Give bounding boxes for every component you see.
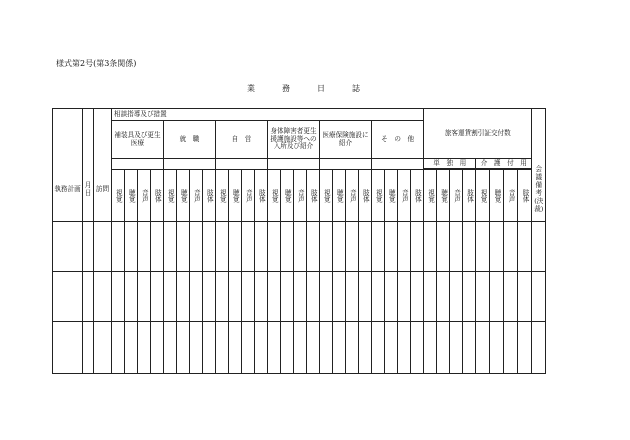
table-cell[interactable] <box>450 222 463 272</box>
table-cell[interactable] <box>424 272 437 322</box>
disability-type-label: 視覚 <box>270 188 279 203</box>
table-cell[interactable] <box>164 272 177 322</box>
table-cell[interactable] <box>359 272 372 322</box>
table-cell[interactable] <box>53 272 83 322</box>
disability-type-header <box>504 170 518 222</box>
table-cell[interactable] <box>164 222 177 272</box>
table-cell[interactable] <box>242 222 255 272</box>
execution-plan-header: 執務計画 <box>53 159 83 222</box>
table-cell[interactable] <box>504 322 518 374</box>
disability-type-label: 聴覚 <box>179 188 188 203</box>
disability-type-header <box>359 170 372 222</box>
table-cell[interactable] <box>203 272 216 322</box>
disability-type-label: 視覚 <box>218 188 227 203</box>
table-cell[interactable] <box>151 272 164 322</box>
disability-type-header <box>203 170 216 222</box>
table-cell[interactable] <box>281 272 294 322</box>
table-cell[interactable] <box>437 272 450 322</box>
with-caregiver-header: 介 護 付 用 <box>476 159 532 169</box>
month-day-header-top <box>83 109 94 159</box>
page-title <box>247 83 360 94</box>
table-cell[interactable] <box>398 272 411 322</box>
disability-type-label: 音声 <box>140 188 149 203</box>
table-cell[interactable] <box>190 222 203 272</box>
disability-type-label: 視覚 <box>166 188 175 203</box>
disability-type-label: 音声 <box>244 188 253 203</box>
table-cell[interactable] <box>203 322 216 374</box>
table-cell[interactable] <box>138 272 151 322</box>
table-cell[interactable] <box>125 222 138 272</box>
group-medical-insurance: 医療保険施設に紹介 <box>320 121 372 159</box>
disability-type-header <box>138 170 151 222</box>
table-cell[interactable] <box>112 222 125 272</box>
disability-type-header <box>411 170 424 222</box>
disability-type-header <box>424 170 437 222</box>
table-cell[interactable] <box>177 322 190 374</box>
table-cell[interactable] <box>94 272 112 322</box>
table-cell[interactable] <box>372 272 385 322</box>
table-cell[interactable] <box>359 222 372 272</box>
table-cell[interactable] <box>94 222 112 272</box>
business-log-table <box>52 108 618 374</box>
table-cell[interactable] <box>333 272 346 322</box>
disability-type-label: 聴覚 <box>493 188 502 203</box>
disability-type-header <box>294 170 307 222</box>
visit-header-top <box>94 109 112 159</box>
disability-type-header <box>346 170 359 222</box>
remarks-header-top <box>532 109 546 159</box>
table-cell[interactable] <box>268 322 281 374</box>
table-cell[interactable] <box>53 322 83 374</box>
disability-type-label: 音声 <box>192 188 201 203</box>
table-cell[interactable] <box>268 222 281 272</box>
table-cell[interactable] <box>346 222 359 272</box>
disability-type-header <box>320 170 333 222</box>
disability-type-label: 視覚 <box>114 188 123 203</box>
table-cell[interactable] <box>112 322 125 374</box>
disability-type-header <box>385 170 398 222</box>
disability-type-header <box>112 170 125 222</box>
table-cell[interactable] <box>190 272 203 322</box>
disability-type-label: 聴覚 <box>335 188 344 203</box>
table-cell[interactable] <box>125 322 138 374</box>
table-cell[interactable] <box>94 322 112 374</box>
table-cell[interactable] <box>333 322 346 374</box>
table-cell[interactable] <box>112 272 125 322</box>
execution-plan-header-top <box>53 109 83 159</box>
blank-subheader <box>320 159 372 170</box>
disability-type-label: 視覚 <box>479 188 488 203</box>
table-cell[interactable] <box>229 272 242 322</box>
table-cell[interactable] <box>490 272 504 322</box>
table-cell[interactable] <box>242 322 255 374</box>
table-cell[interactable] <box>424 222 437 272</box>
disability-type-label: 聴覚 <box>439 188 448 203</box>
blank-subheader <box>164 159 216 170</box>
blank-subheader <box>372 159 424 170</box>
disability-type-label: 音声 <box>507 188 516 203</box>
disability-type-label: 音声 <box>400 188 409 203</box>
table-cell[interactable] <box>294 272 307 322</box>
disability-type-label: 聴覚 <box>283 188 292 203</box>
disability-type-header <box>518 170 532 222</box>
month-day-header: 月日 <box>83 159 94 222</box>
table-cell[interactable] <box>346 322 359 374</box>
disability-type-label: 視覚 <box>426 188 435 203</box>
table-cell[interactable] <box>320 322 333 374</box>
disability-type-header <box>151 170 164 222</box>
table-cell[interactable] <box>216 322 229 374</box>
group-self-employment: 自 営 <box>216 121 268 159</box>
table-cell[interactable] <box>83 272 94 322</box>
table-cell[interactable] <box>229 222 242 272</box>
table-cell[interactable] <box>177 272 190 322</box>
table-cell[interactable] <box>385 272 398 322</box>
disability-type-header <box>125 170 138 222</box>
form-number: 様式第2号(第3条関係) <box>56 59 137 68</box>
disability-type-header <box>229 170 242 222</box>
table-cell[interactable] <box>138 222 151 272</box>
disability-type-header <box>164 170 177 222</box>
group-employment: 就 職 <box>164 121 216 159</box>
disability-type-label: 肢体 <box>361 188 370 203</box>
disability-type-label: 肢体 <box>465 188 474 203</box>
table-cell[interactable] <box>518 272 532 322</box>
table-cell[interactable] <box>255 272 268 322</box>
table-cell[interactable] <box>83 222 94 272</box>
disability-type-label: 肢体 <box>521 188 530 203</box>
table-cell[interactable] <box>490 322 504 374</box>
table-cell[interactable] <box>476 272 490 322</box>
table-cell[interactable] <box>411 322 424 374</box>
disability-type-header <box>450 170 463 222</box>
disability-type-label: 肢体 <box>309 188 318 203</box>
disability-type-header <box>463 170 476 222</box>
page-title-char: 務 <box>282 84 290 93</box>
table-cell[interactable] <box>476 222 490 272</box>
table-cell[interactable] <box>450 322 463 374</box>
table-cell[interactable] <box>437 322 450 374</box>
fare-discount-label: 旅客運賃割引証交付数 <box>444 128 511 137</box>
disability-type-header <box>242 170 255 222</box>
disability-type-header <box>255 170 268 222</box>
table-cell[interactable] <box>333 222 346 272</box>
disability-type-label: 視覚 <box>322 188 331 203</box>
table-cell[interactable] <box>437 222 450 272</box>
table-cell[interactable] <box>518 222 532 272</box>
table-cell[interactable] <box>307 322 320 374</box>
blank-subheader <box>268 159 320 170</box>
disability-type-header <box>190 170 203 222</box>
table-cell[interactable] <box>504 272 518 322</box>
page-title-char: 誌 <box>352 84 360 93</box>
disability-type-label: 音声 <box>296 188 305 203</box>
disability-type-header <box>307 170 320 222</box>
page-title-char: 業 <box>247 84 255 93</box>
table-row <box>53 322 618 374</box>
header-row-3 <box>53 159 618 169</box>
table-cell[interactable] <box>463 222 476 272</box>
table-row <box>53 272 618 322</box>
consultation-group-header: 相談指導及び措置 <box>112 109 424 121</box>
table-cell[interactable] <box>320 272 333 322</box>
disability-type-header <box>490 170 504 222</box>
blank-subheader <box>216 159 268 170</box>
table-cell[interactable] <box>151 322 164 374</box>
disability-type-label: 聴覚 <box>127 188 136 203</box>
table-cell[interactable] <box>216 272 229 322</box>
table-cell[interactable] <box>450 272 463 322</box>
table-cell[interactable] <box>307 222 320 272</box>
table-cell[interactable] <box>532 272 546 322</box>
table-cell[interactable] <box>398 322 411 374</box>
table-cell[interactable] <box>372 222 385 272</box>
table-cell[interactable] <box>255 322 268 374</box>
table-cell[interactable] <box>177 222 190 272</box>
table-cell[interactable] <box>476 322 490 374</box>
disability-type-header <box>476 170 490 222</box>
group-other: そ の 他 <box>372 121 424 159</box>
table-cell[interactable] <box>268 272 281 322</box>
disability-type-header <box>372 170 385 222</box>
table-cell[interactable] <box>398 222 411 272</box>
table-cell[interactable] <box>320 222 333 272</box>
table-cell[interactable] <box>229 322 242 374</box>
disability-type-header <box>216 170 229 222</box>
table-cell[interactable] <box>203 222 216 272</box>
disability-type-label: 聴覚 <box>387 188 396 203</box>
visit-header: 訪問 <box>94 159 112 222</box>
table-cell[interactable] <box>372 322 385 374</box>
disability-type-header <box>281 170 294 222</box>
table-cell[interactable] <box>504 222 518 272</box>
blank-subheader <box>112 159 164 170</box>
table-cell[interactable] <box>385 322 398 374</box>
table-cell[interactable] <box>463 322 476 374</box>
group-facility-referral: 身体障害者更生援護施設等への入所及び紹介 <box>268 121 320 159</box>
table-cell[interactable] <box>281 222 294 272</box>
disability-type-header <box>437 170 450 222</box>
disability-type-header <box>268 170 281 222</box>
disability-type-label: 肢体 <box>153 188 162 203</box>
table-cell[interactable] <box>463 272 476 322</box>
table-cell[interactable] <box>359 322 372 374</box>
table-cell[interactable] <box>242 272 255 322</box>
table-cell[interactable] <box>216 222 229 272</box>
table-cell[interactable] <box>385 222 398 272</box>
fare-discount-header <box>424 109 532 159</box>
disability-type-label: 音声 <box>348 188 357 203</box>
table-cell[interactable] <box>490 222 504 272</box>
remarks-header: 会議備考(決裁) <box>532 159 546 222</box>
disability-type-header <box>398 170 411 222</box>
table-cell[interactable] <box>255 222 268 272</box>
disability-type-label: 音声 <box>452 188 461 203</box>
table-cell[interactable] <box>164 322 177 374</box>
table-row <box>53 222 618 272</box>
table-cell[interactable] <box>125 272 138 322</box>
disability-type-label: 肢体 <box>257 188 266 203</box>
table-cell[interactable] <box>532 222 546 272</box>
table-cell[interactable] <box>53 222 83 272</box>
page-title-char: 日 <box>317 84 325 93</box>
disability-type-label: 視覚 <box>374 188 383 203</box>
table-cell[interactable] <box>294 222 307 272</box>
table-cell[interactable] <box>138 322 151 374</box>
table-cell[interactable] <box>518 322 532 374</box>
header-row-1 <box>53 109 618 121</box>
table-cell[interactable] <box>151 222 164 272</box>
table-cell[interactable] <box>83 322 94 374</box>
disability-type-label: 肢体 <box>413 188 422 203</box>
table-cell[interactable] <box>307 272 320 322</box>
group-prosthetics: 補装具及び更生医療 <box>112 121 164 159</box>
table-cell[interactable] <box>411 272 424 322</box>
disability-type-label: 聴覚 <box>231 188 240 203</box>
disability-type-label: 肢体 <box>205 188 214 203</box>
table-cell[interactable] <box>424 322 437 374</box>
table-cell[interactable] <box>346 272 359 322</box>
table-cell[interactable] <box>294 322 307 374</box>
disability-type-header <box>177 170 190 222</box>
table-cell[interactable] <box>411 222 424 272</box>
table-cell[interactable] <box>532 322 546 374</box>
table-cell[interactable] <box>281 322 294 374</box>
single-use-header: 単 独 用 <box>424 159 476 169</box>
table-cell[interactable] <box>190 322 203 374</box>
disability-type-header <box>333 170 346 222</box>
